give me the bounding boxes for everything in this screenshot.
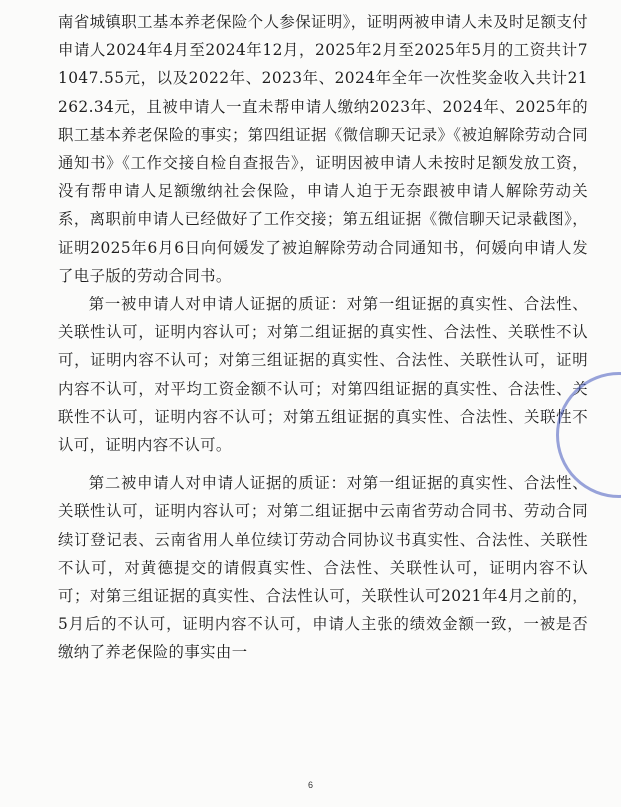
paragraph-first-respondent-opinion: 第一被申请人对申请人证据的质证：对第一组证据的真实性、合法性、关联性认可，证明内容认可；对第二组证据的真实性、合法性、关联性不认可，证明内容不认可；对第三组证据的真实性、合法性、关联性认可，证明内容不认可，对平均工资金额不认可；对第四组证据的真实性、合法性、关联性不认可，证明内容不认可；对第五组证据的真实性、合法性、关联性不认可，证明内容不认可。 [58, 295, 588, 455]
document-body [58, 8, 588, 667]
page-number: 6 [307, 780, 313, 790]
paragraph-continuation: 南省城镇职工基本养老保险个人参保证明》，证明两被申请人未及时足额支付申请人2024年4月至2024年12月，2025年2月至2025年5月的工资共计71047.55元，以及2022年、2023年、2024年全年一次性奖金收入共计21262.34元，且被申请人一直未帮申请人缴纳2023年、2024年、2025年的职工基本养老保险的事实；第四组证据《微信聊天记录》《被迫解除劳动合同通知书》《工作交接自检自查报告》，证明因被申请人未按时足额发放工资，没有帮申请人足额缴纳社会保险，申请人迫于无奈跟被申请人解除劳动关系，离职前申请人已经做好了工作交接；第五组证据《微信聊天记录截图》，证明2025年6月6日向何媛发了被迫解除劳动合同通知书，何媛向申请人发了电子版的劳动合同书。 [58, 13, 588, 285]
paragraph-second-respondent-opinion: 第二被申请人对申请人证据的质证：对第一组证据的真实性、合法性、关联性认可，证明内容认可；对第二组证据中云南省劳动合同书、劳动合同续订登记表、云南省用人单位续订劳动合同协议书真实性、合法性、关联性不认可，对黄德提交的请假真实性、合法性、关联性认可，证明内容不认可；对第三组证据的真实性、合法性认可，关联性认可2021年4月之前的，5月后的不认可，证明内容不认可，申请人主张的绩效金额一致，一被是否缴纳了养老保险的事实由一 [58, 474, 588, 662]
